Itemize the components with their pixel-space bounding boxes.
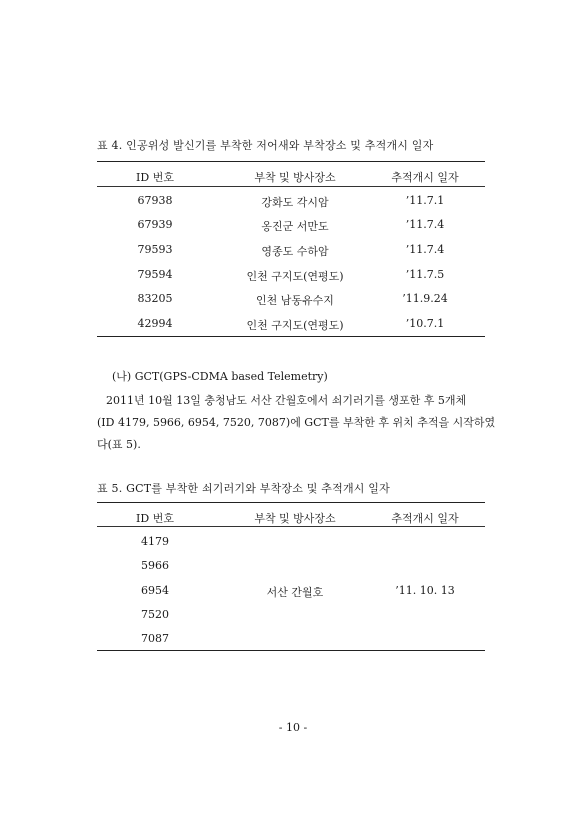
table4-location: 강화도 각시암	[261, 196, 329, 209]
table4-date: ’10.7.1	[405, 317, 445, 330]
table4-location: 인천 구지도(연평도)	[246, 319, 344, 332]
table4-id: 79593	[137, 243, 173, 256]
table4-date: ’11.9.24	[402, 292, 448, 305]
table5-bottom-rule	[97, 650, 485, 651]
table5-id: 5966	[141, 559, 169, 572]
table4-location: 인천 남동유수지	[256, 294, 334, 307]
body-line-3: 다(표 5).	[97, 438, 141, 451]
table4-id: 79594	[137, 268, 173, 281]
page-number: - 10 -	[278, 721, 308, 734]
table4-header-location: 부착 및 방사장소	[254, 171, 336, 184]
table5-id: 6954	[141, 584, 169, 597]
table5-date: ’11. 10. 13	[395, 584, 455, 597]
table4-id: 67938	[137, 194, 173, 207]
table4-date: ’11.7.4	[405, 243, 445, 256]
table5-id: 7087	[141, 632, 169, 645]
table5-location: 서산 간월호	[266, 586, 324, 599]
table5-id: 7520	[141, 608, 169, 621]
table4-id: 83205	[137, 292, 173, 305]
table4-id: 42994	[137, 317, 173, 330]
table5-caption: 표 5. GCT를 부착한 쇠기러기와 부착장소 및 추적개시 일자	[97, 482, 390, 495]
table5-header-date: 추적개시 일자	[391, 512, 459, 525]
table4-location: 옹진군 서만도	[261, 220, 329, 233]
table5-header-location: 부착 및 방사장소	[254, 512, 336, 525]
table4-header-date: 추적개시 일자	[391, 171, 459, 184]
table4-date: ’11.7.4	[405, 218, 445, 231]
table5-header-id: ID 번호	[136, 512, 174, 525]
table4-header-id: ID 번호	[136, 171, 174, 184]
table4-id: 67939	[137, 218, 173, 231]
section-heading: (나) GCT(GPS-CDMA based Telemetry)	[112, 370, 328, 383]
table4-top-rule	[97, 161, 485, 162]
table5-header-rule	[97, 526, 485, 527]
table4-caption: 표 4. 인공위성 발신기를 부착한 저어새와 부착장소 및 추적개시 일자	[97, 139, 434, 152]
table5-id: 4179	[141, 535, 169, 548]
table4-location: 영종도 수하암	[261, 245, 329, 258]
table4-bottom-rule	[97, 336, 485, 337]
table4-date: ’11.7.5	[405, 268, 445, 281]
table5-top-rule	[97, 502, 485, 503]
body-line-1: 2011년 10월 13일 충청남도 서산 간월호에서 쇠기러기를 생포한 후 5개체	[106, 394, 467, 407]
table4-date: ’11.7.1	[405, 194, 445, 207]
table4-location: 인천 구지도(연평도)	[246, 270, 344, 283]
table4-header-rule	[97, 186, 485, 187]
body-line-2: (ID 4179, 5966, 6954, 7520, 7087)에 GCT를 부착한 후 위치 추적을 시작하였	[97, 416, 496, 429]
